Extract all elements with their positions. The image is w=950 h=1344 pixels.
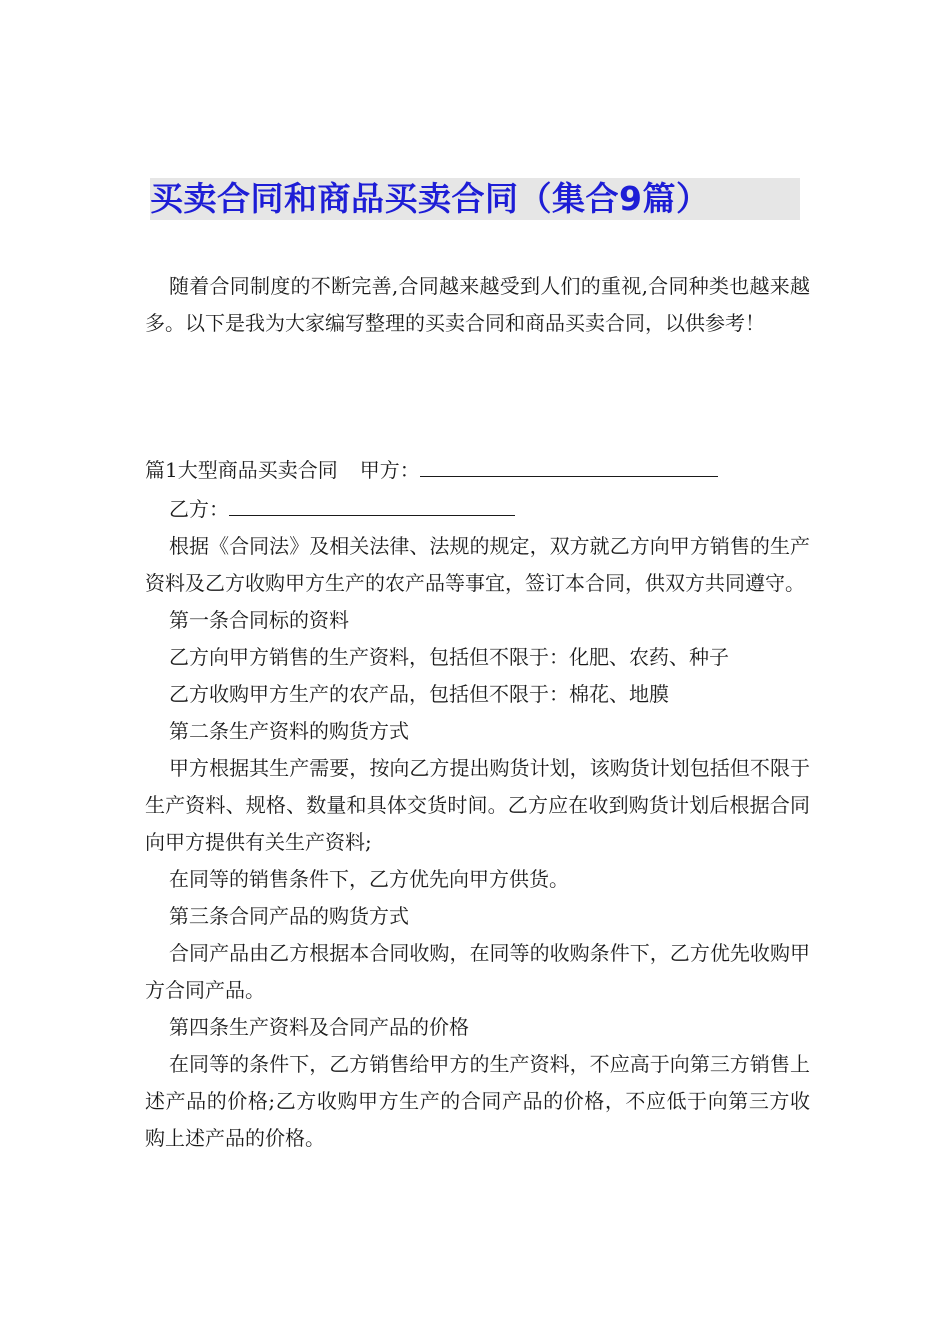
- section-heading-line: [145, 450, 810, 489]
- paragraph-priority-supply: 在同等的销售条件下，乙方优先向甲方供货。: [169, 867, 569, 891]
- paragraph-purchase-plan: 甲方根据其生产需要，按向乙方提出购货计划，该购货计划包括但不限于生产资料、规格、数量和具体交货时间。乙方应在收到购货计划后根据合同向甲方提供有关生产资料;: [145, 756, 810, 854]
- article-3-heading: 第三条合同产品的购货方式: [169, 904, 409, 928]
- party-b-label: 乙方：: [169, 497, 229, 521]
- article-4-heading: 第四条生产资料及合同产品的价格: [169, 1015, 469, 1039]
- paragraph-products: 乙方收购甲方生产的农产品，包括但不限于：棉花、地膜: [169, 682, 669, 706]
- article-2-heading: 第二条生产资料的购货方式: [169, 719, 409, 743]
- document-title: 买卖合同和商品买卖合同（集合9篇）: [150, 179, 710, 218]
- party-a-label: 甲方：: [359, 458, 420, 482]
- paragraph-preamble: 根据《合同法》及相关法律、法规的规定，双方就乙方向甲方销售的生产资料及乙方收购甲方生产的农产品等事宜，签订本合同，供双方共同遵守。: [145, 534, 810, 595]
- party-b-line: [145, 489, 810, 528]
- paragraph-materials: 乙方向甲方销售的生产资料，包括但不限于：化肥、农药、种子: [169, 645, 729, 669]
- paragraph-product-purchase: 合同产品由乙方根据本合同收购，在同等的收购条件下，乙方优先收购甲方合同产品。: [145, 941, 810, 1002]
- contract-body: [145, 450, 810, 1157]
- party-a-blank: [420, 450, 718, 477]
- intro-block: [145, 268, 810, 342]
- party-b-blank: [229, 489, 515, 516]
- paragraph-pricing: 在同等的条件下，乙方销售给甲方的生产资料，不应高于向第三方销售上述产品的价格;乙方收购甲方生产的合同产品的价格，不应低于向第三方收购上述产品的价格。: [145, 1052, 810, 1150]
- section-heading: 篇1大型商品买卖合同: [145, 458, 338, 482]
- article-1-heading: 第一条合同标的资料: [169, 608, 349, 632]
- intro-paragraph: 随着合同制度的不断完善,合同越来越受到人们的重视,合同种类也越来越多。以下是我为大家编写整理的买卖合同和商品买卖合同，以供参考！: [145, 274, 810, 335]
